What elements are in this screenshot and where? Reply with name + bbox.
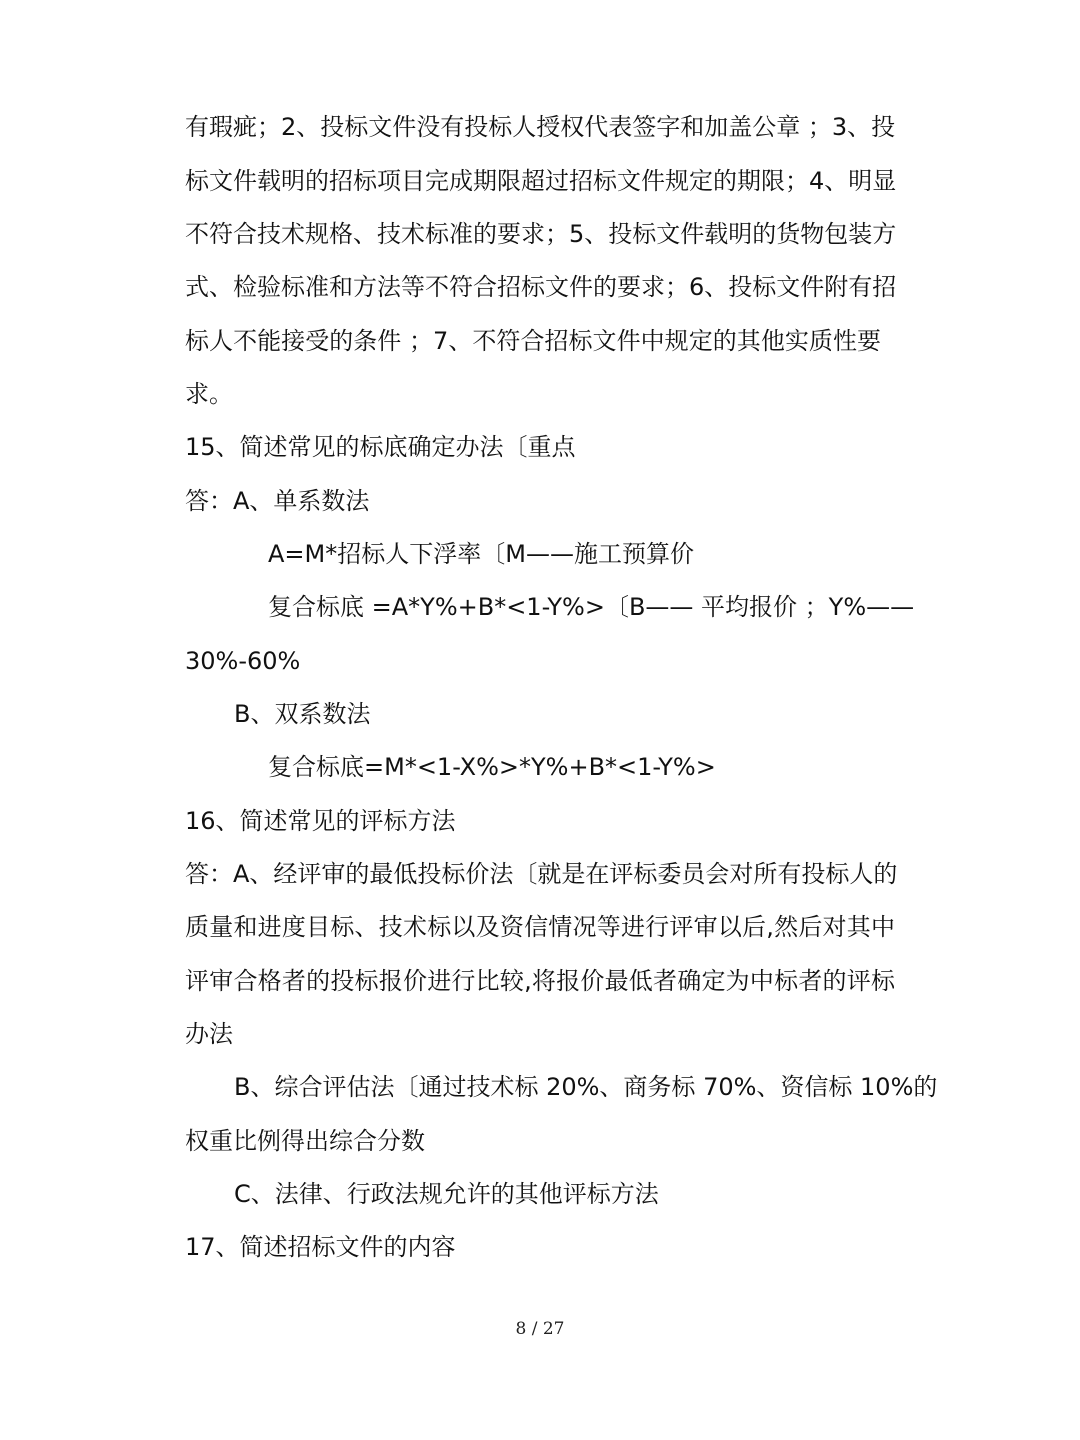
body-line: 标人不能接受的条件 ；7、不符合招标文件中规定的其他实质性要 [185,327,881,355]
question-heading-15: 15、简述常见的标底确定办法〔重点 [185,433,576,461]
formula-line: 复合标底=M*<1-X%>*Y%+B*<1-Y%> [268,753,716,781]
question-heading-17: 17、简述招标文件的内容 [185,1233,456,1261]
answer-line: 质量和进度目标、技术标以及资信情况等进行评审以后,然后对其中 [185,913,895,941]
answer-line: 评审合格者的投标报价进行比较,将报价最低者确定为中标者的评标 [185,967,895,995]
answer-line: 答：A、经评审的最低投标价法〔就是在评标委员会对所有投标人的 [185,860,898,888]
body-line: 求。 [185,380,233,408]
question-heading-16: 16、简述常见的评标方法 [185,807,456,835]
body-line: 不符合技术规格、技术标准的要求；5、投标文件载明的货物包装方 [185,220,897,248]
formula-line: A=M*招标人下浮率〔M——施工预算价 [268,540,694,568]
formula-line: 复合标底 =A*Y%+B*<1-Y%>〔B—— 平均报价 ；Y%—— [268,593,915,621]
page-number: 8 / 27 [515,1319,565,1339]
answer-line: B、综合评估法〔通过技术标 20%、商务标 70%、资信标 10%的 [234,1073,938,1101]
formula-line: 30%-60% [185,647,301,675]
answer-line: 权重比例得出综合分数 [185,1127,425,1155]
body-line: 标文件载明的招标项目完成期限超过招标文件规定的期限；4、明显 [185,167,897,195]
answer-line: B、双系数法 [234,700,371,728]
body-line: 式、检验标准和方法等不符合招标文件的要求；6、投标文件附有招 [185,273,897,301]
body-line: 有瑕疵；2、投标文件没有投标人授权代表签字和加盖公章 ；3、投 [185,113,896,141]
answer-line: C、法律、行政法规允许的其他评标方法 [234,1180,659,1208]
answer-line: 办法 [185,1020,233,1048]
answer-line: 答：A、单系数法 [185,487,370,515]
